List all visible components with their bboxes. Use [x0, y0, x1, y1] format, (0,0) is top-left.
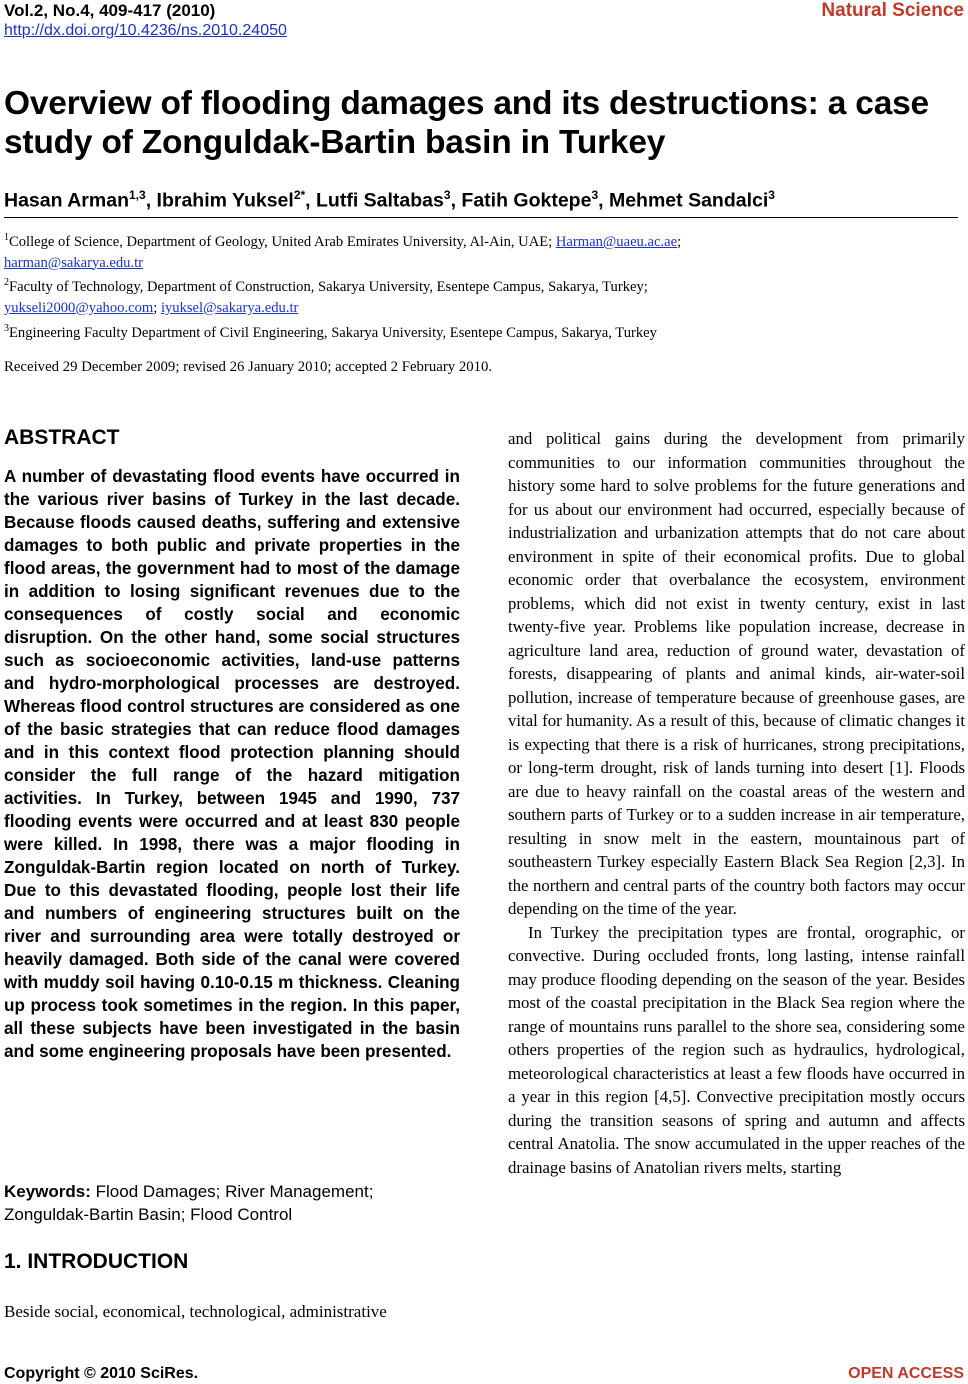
- doi-link[interactable]: http://dx.doi.org/10.4236/ns.2010.24050: [4, 22, 287, 39]
- author-affiliation-marker: 1,3: [129, 188, 146, 202]
- author-affiliation-marker: 3: [443, 188, 451, 202]
- affiliation-text: Engineering Faculty Department of Civil Engineering, Sakarya University, Esentepe Campus, Sakarya, Turkey: [9, 324, 657, 341]
- separator: ,: [305, 189, 317, 212]
- journal-name: Natural Science: [821, 0, 964, 21]
- introduction-text-col1: Beside social, economical, technological, administrative: [4, 1302, 387, 1321]
- separator: ;: [677, 233, 682, 250]
- paragraph: and political gains during the development from primarily communities to our information communities throughout the history some hard to solve problems for the future generations and for us about our environment had occurred, especially because of industrialization and urbanization attempts that do not care about environment in spite of their economical profits. Due to global economic order that overbalance the ecosystem, environment problems, which did not exist in twenty century, exist in last twenty-five year. Problems like population increase, decrease in agriculture land area, reduction of ground water, devastation of forests, disappearing of plants and animal kinds, air-water-soil pollution, increase of temperature because of greenhouse gases, are vital for humanity. As a result of this, because of climatic changes it is expecting that there is a risk of hurricanes, strong precipitations, or long-term drought, risk of lands turning into desert [1]. Floods are due to heavy rainfall on the coastal areas of the western and southern parts of Turkey or to a sudden increase in air temperature, resulting in snow melt in the eastern, mountainous part of southeastern Turkey especially Eastern Black Sea Region [2,3]. In the northern and central parts of the country both factors may occur depending on the time of the year.: [508, 429, 965, 918]
- affiliation-text: College of Science, Department of Geology, United Arab Emirates University, Al-Ain, UAE;: [9, 233, 556, 250]
- author-name: Lutfi Saltabas: [316, 189, 444, 212]
- email-link[interactable]: iyuksel@sakarya.edu.tr: [160, 299, 299, 316]
- paragraph: In Turkey the precipitation types are frontal, orographic, or convective. During occluded fronts, long lasting, intense rainfall may produce flooding depending on the season of the year. Besides most of the coastal precipitation in the Black Sea region where the range of mountains runs parallel to the shore sea, considering some others properties of the region such as hydraulics, hydrological, meteorological characteristics at least a few floods have occurred in a year in this region [4,5]. Convective precipitation mostly occurs during the transition seasons of spring and autumn and affects central Anatolia. The snow accumulated in the upper reaches of the drainage basins of Anatolian rivers melts, starting: [508, 922, 965, 1177]
- received-dates: Received 29 December 2009; revised 26 January 2010; accepted 2 February 2010.: [4, 359, 493, 375]
- copyright: Copyright © 2010 SciRes.: [4, 1365, 199, 1382]
- body-column-right: [508, 427, 965, 1179]
- introduction-heading: 1. INTRODUCTION: [4, 1250, 189, 1273]
- header-divider: [4, 217, 958, 218]
- author-name: Mehmet Sandalci: [608, 189, 769, 212]
- affiliation-1: [4, 228, 962, 273]
- email-link[interactable]: yukseli2000@yahoo.com: [4, 299, 154, 316]
- separator: ,: [145, 189, 157, 212]
- affiliations: [4, 228, 962, 343]
- separator: ,: [598, 189, 609, 212]
- affiliation-2: [4, 273, 962, 318]
- author-affiliation-marker: 3: [591, 188, 599, 202]
- abstract-heading: ABSTRACT: [4, 426, 120, 449]
- author-affiliation-marker: 2*: [293, 188, 306, 202]
- journal-volume: Vol.2, No.4, 409-417 (2010): [4, 1, 216, 20]
- abstract-text: A number of devastating flood events have occurred in the various river basins of Turkey in the last decade. Because floods caused deaths, suffering and extensive damages to both public and private properties in the flood areas, the government had to most of the damage in addition to losing significant revenues due to the consequences of costly social and economic disruption. On the other hand, some social structures such as socioeconomic activities, land-use patterns and hydro-morphological processes are destroyed. Whereas flood control structures are considered as one of the basic strategies that can reduce flood damages and in this context flood protection planning should consider the full range of the hazard mitigation activities. In Turkey, between 1945 and 1990, 737 flooding events were occurred and at least 830 people were killed. In 1998, there was a major flooding in Zonguldak-Bartin region located on north of Turkey. Due to this devastated flooding, people lost their life and numbers of engineering structures built on the river and surrounding area were totally destroyed or heavily damaged. Both side of the canal were covered with muddy soil having 0.10-0.15 m thickness. Cleaning up process took sometimes in the region. In this paper, all these subjects have been investigated in the basin and some engineering proposals have been presented.: [4, 467, 460, 1061]
- separator: ;: [153, 299, 161, 316]
- keywords-text: Flood Damages; River Management; Zonguldak-Bartin Basin; Flood Control: [4, 1182, 374, 1224]
- affiliation-number: 3: [4, 322, 9, 334]
- open-access-badge: OPEN ACCESS: [848, 1365, 964, 1382]
- paper-title: Overview of flooding damages and its destructions: a case study of Zonguldak-Bartin basin in Turkey: [4, 85, 929, 161]
- author-list: [4, 182, 775, 214]
- author-name: Ibrahim Yuksel: [156, 189, 294, 212]
- separator: ,: [450, 189, 462, 212]
- email-link[interactable]: Harman@uaeu.ac.ae: [555, 233, 678, 250]
- keywords: [4, 1180, 460, 1226]
- author-name: Fatih Goktepe: [461, 189, 592, 212]
- affiliation-number: 2: [4, 277, 9, 289]
- affiliation-text: Faculty of Technology, Department of Construction, Sakarya University, Esentepe Campus, Sakarya, Turkey;: [9, 279, 648, 296]
- keywords-label: Keywords:: [4, 1182, 91, 1201]
- author-affiliation-marker: 3: [768, 188, 775, 202]
- email-link[interactable]: harman@sakarya.edu.tr: [4, 254, 144, 271]
- affiliation-3: [4, 319, 962, 344]
- author-name: Hasan Arman: [4, 189, 129, 212]
- affiliation-number: 1: [4, 232, 9, 243]
